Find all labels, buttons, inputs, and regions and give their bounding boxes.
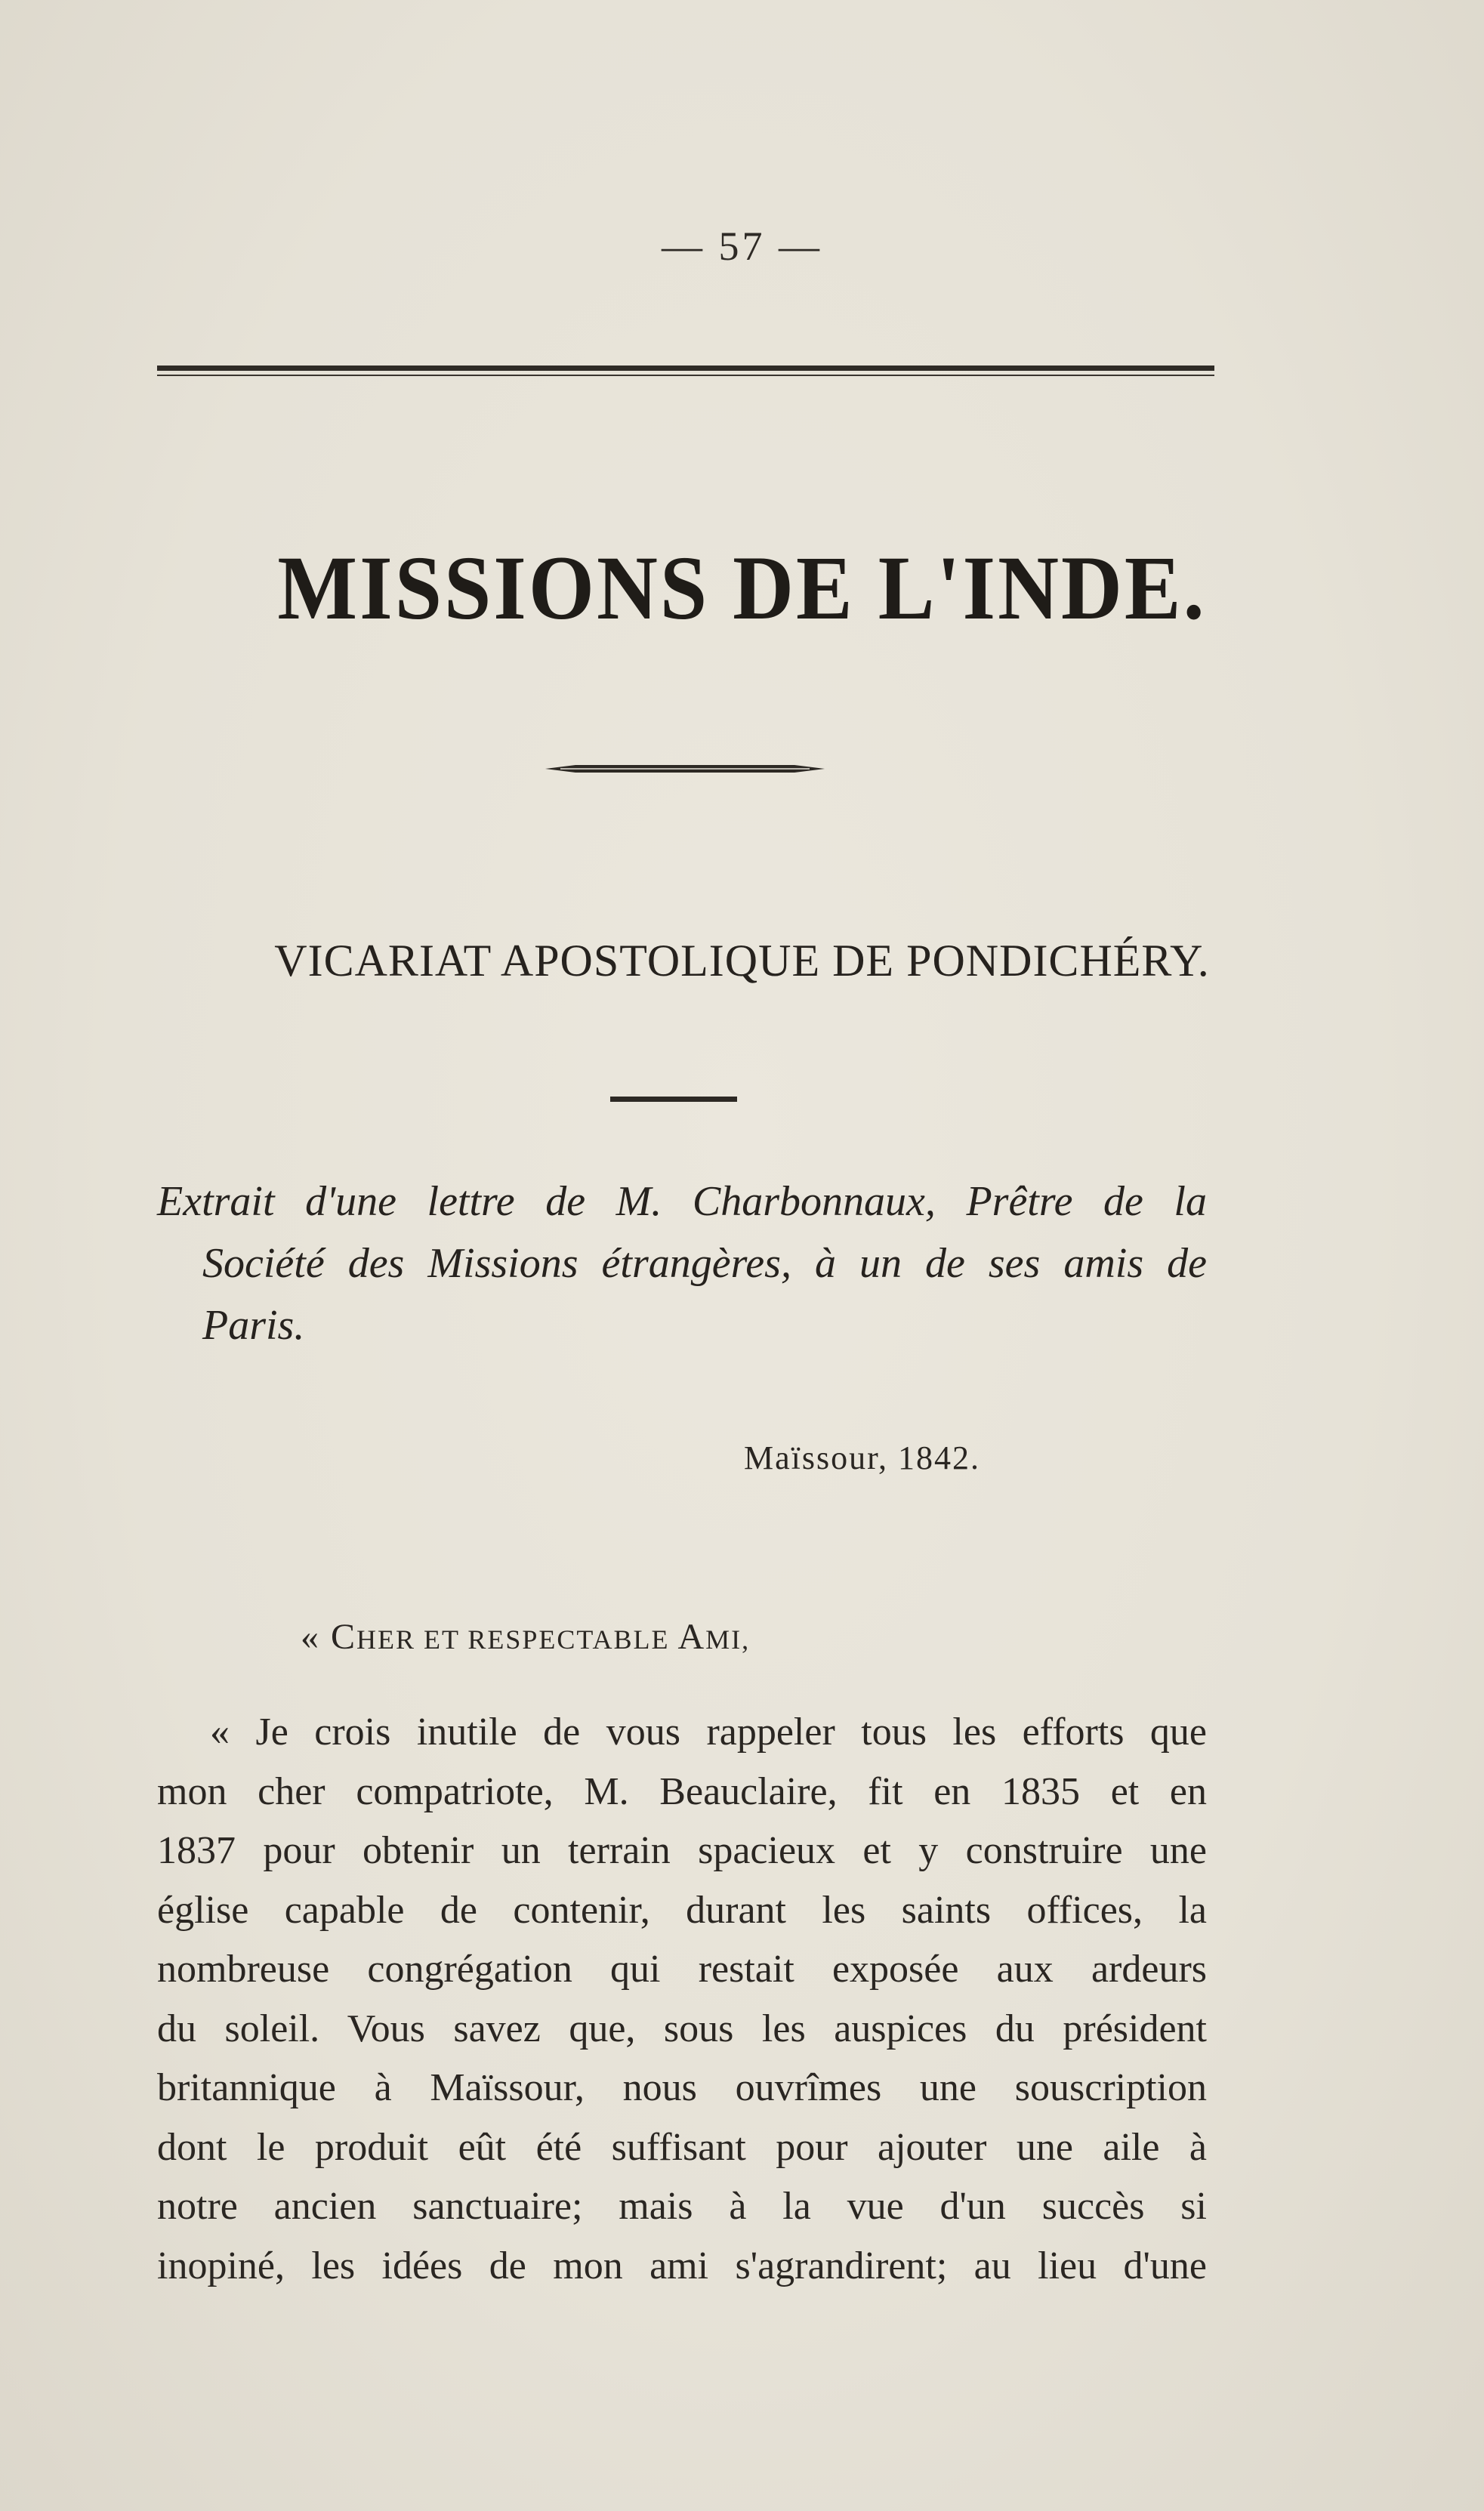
body-line: « Je crois inutile de vous rappeler tous les efforts que	[210, 1711, 1207, 1754]
page-title: MISSIONS DE L'INDE.	[277, 537, 1207, 639]
body-line: notre ancien sanctuaire; mais à la vue d'un succès si	[157, 2185, 1207, 2228]
extract-line: Société des Missions étrangères, à un de ses amis de	[202, 1240, 1207, 1287]
salutation	[301, 1616, 750, 1658]
salutation-smallcaps: HER ET RESPECTABLE	[356, 1624, 678, 1655]
extract-line: Paris.	[202, 1302, 305, 1349]
body-line: britannique à Maïssour, nous ouvrîmes une souscription	[157, 2066, 1207, 2109]
extract-line: Extrait d'une lettre de M. Charbonnaux, Prêtre de la	[157, 1178, 1207, 1225]
extract-heading	[157, 1171, 1207, 1356]
page-number: — 57 —	[662, 224, 822, 269]
salutation-initial: A	[677, 1617, 706, 1657]
salutation-quote: «	[301, 1617, 320, 1657]
body-line: mon cher compatriote, M. Beauclaire, fit en 1835 et en	[157, 1769, 1207, 1813]
title-flourish-rule	[545, 763, 825, 775]
letter-body	[157, 1703, 1207, 2296]
body-line: du soleil. Vous savez que, sous les auspices du président	[157, 2007, 1207, 2050]
body-line: inopiné, les idées de mon ami s'agrandirent; au lieu d'une	[157, 2244, 1207, 2287]
header-double-rule	[157, 366, 1214, 376]
body-line: 1837 pour obtenir un terrain spacieux et y construire une	[157, 1829, 1207, 1872]
salutation-initial: C	[331, 1617, 357, 1657]
body-line: nombreuse congrégation qui restait exposée aux ardeurs	[157, 1948, 1207, 1991]
section-subtitle: VICARIAT APOSTOLIQUE DE PONDICHÉRY.	[274, 936, 1210, 986]
show-through-texture	[151, 249, 1223, 720]
body-line: église capable de contenir, durant les saints offices, la	[157, 1888, 1207, 1932]
subtitle-rule	[610, 1097, 737, 1102]
body-line: dont le produit eût été suffisant pour ajouter une aile à	[157, 2125, 1207, 2169]
dateline: Maïssour, 1842.	[744, 1439, 981, 1476]
salutation-smallcaps: MI,	[705, 1624, 751, 1655]
